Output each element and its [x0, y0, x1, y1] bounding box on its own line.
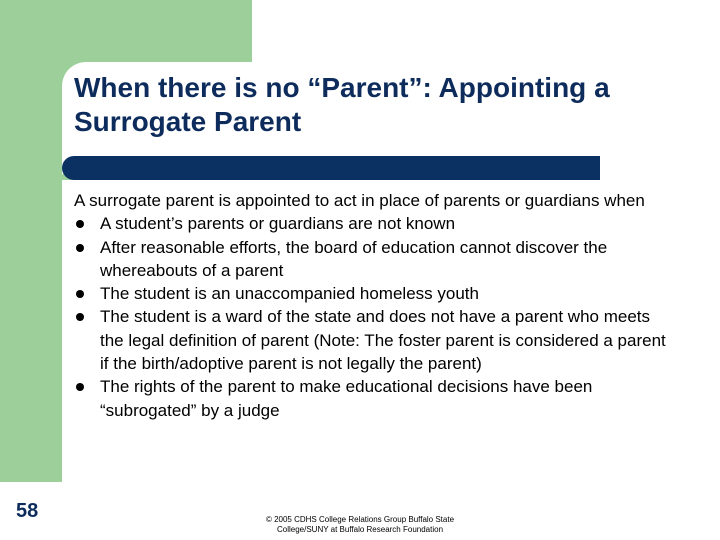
list-item — [74, 375, 674, 422]
footer-copyright — [200, 515, 520, 535]
slide-title: When there is no “Parent”: Appointing a Surrogate Parent — [74, 72, 610, 137]
title-divider-bar — [62, 156, 600, 180]
bullet-text: The student is an unaccompanied homeless youth — [100, 284, 479, 304]
list-item — [74, 305, 674, 375]
slide-body — [74, 189, 674, 422]
bullet-text: After reasonable efforts, the board of education cannot discover the whereabouts of a parent — [100, 237, 608, 280]
bullet-dot-icon — [76, 313, 84, 321]
bullet-text: A student’s parents or guardians are not known — [100, 214, 456, 234]
list-item — [74, 282, 674, 305]
bullet-dot-icon — [76, 290, 84, 298]
bullet-text: The student is a ward of the state and does not have a parent who meets the legal definition of parent (Note: The foster parent is considered a parent if the birth/adoptive parent is not legally the parent) — [100, 307, 666, 374]
bullet-list — [74, 212, 674, 422]
bullet-dot-icon — [76, 220, 84, 228]
bullet-dot-icon — [76, 244, 84, 252]
list-item — [74, 212, 674, 235]
intro-text: A surrogate parent is appointed to act in place of parents or guardians when — [74, 191, 645, 210]
footer-line: College/SUNY at Buffalo Research Foundation — [276, 525, 444, 534]
slide-number: 58 — [16, 500, 39, 522]
list-item — [74, 236, 674, 283]
bullet-text: The rights of the parent to make educational decisions have been “subrogated” by a judge — [100, 377, 593, 420]
footer-line: © 2005 CDHS College Relations Group Buffalo State — [265, 515, 455, 524]
bullet-dot-icon — [76, 383, 84, 391]
